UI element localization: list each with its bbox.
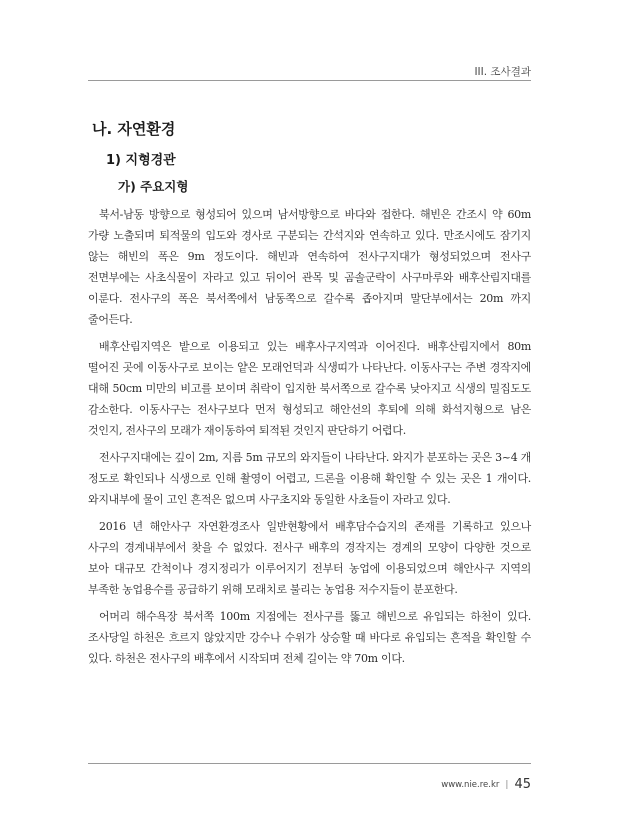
running-header-section: III. 조사결과 bbox=[474, 66, 531, 78]
body-text bbox=[88, 204, 531, 675]
header-divider bbox=[88, 80, 531, 81]
page-number: 45 bbox=[514, 777, 531, 792]
footer-divider bbox=[88, 763, 531, 764]
sub-subsection-heading: 가) 주요지형 bbox=[118, 179, 189, 194]
section-heading: 나. 자연환경 bbox=[92, 120, 176, 138]
footer-url: www.nie.re.kr bbox=[441, 779, 500, 790]
paragraph: 북서-남동 방향으로 형성되어 있으며 남서방향으로 바다와 접한다. 해빈은 간조시 약 60m 가량 노출되며 퇴적물의 입도와 경사로 구분되는 간석지와 연속하고 있다. 만조시에도 잠기지 않는 해빈의 폭은 9m 정도이다. 해빈과 연속하여 전사구지대가 형성되었으며 전사구 전면부에는 사초식물이 자라고 있고 뒤이어 관목 및 곰솔군락이 사구마루와 배후산림지대를 이룬다. 전사구의 폭은 북서쪽에서 남동쪽으로 갈수록 좁아지며 말단부에서는 20m 까지 줄어든다. bbox=[88, 208, 531, 326]
paragraph: 전사구지대에는 깊이 2m, 지름 5m 규모의 와지들이 나타난다. 와지가 분포하는 곳은 3~4 개 정도로 확인되나 식생으로 인해 촬영이 어렵고, 드론을 이용해 확인할 수 있는 곳은 1 개이다. 와지내부에 물이 고인 흔적은 없으며 사구초지와 동일한 사초들이 자라고 있다. bbox=[88, 451, 531, 506]
paragraph: 2016 년 해안사구 자연환경조사 일반현황에서 배후담수습지의 존재를 기록하고 있으나 사구의 경계내부에서 찾을 수 없었다. 전사구 배후의 경작지는 경계의 모양이 다양한 것으로 보아 대규모 간척이나 경지정리가 이루어지기 전부터 농업에 이용되었으며 해안사구 지역의 부족한 농업용수를 공급하기 위해 모래치로 불리는 농업용 저수지들이 분포한다. bbox=[88, 520, 531, 596]
page-footer bbox=[441, 777, 531, 792]
paragraph: 배후산림지역은 밭으로 이용되고 있는 배후사구지역과 이어진다. 배후산림지에서 80m 떨어진 곳에 이동사구로 보이는 얕은 모래언덕과 식생띠가 나타난다. 이동사구는 주변 경작지에 대해 50cm 미만의 비고를 보이며 취락이 입지한 북서쪽으로 갈수록 낮아지고 식생의 밀집도도 감소한다. 이동사구는 전사구보다 먼저 형성되고 해안선의 후퇴에 의해 화석지형으로 남은 것인지, 전사구의 모래가 재이동하여 퇴적된 것인지 판단하기 어렵다. bbox=[88, 340, 531, 437]
subsection-heading: 1) 지형경관 bbox=[106, 153, 176, 168]
footer-separator: | bbox=[505, 779, 509, 790]
paragraph: 어머리 해수욕장 북서쪽 100m 지점에는 전사구를 뚫고 해빈으로 유입되는 하천이 있다. 조사당일 하천은 흐르지 않았지만 강수나 수위가 상승할 때 바다로 유입되는 흔적을 확인할 수 있다. 하천은 전사구의 배후에서 시작되며 전체 길이는 약 70m 이다. bbox=[88, 610, 531, 665]
